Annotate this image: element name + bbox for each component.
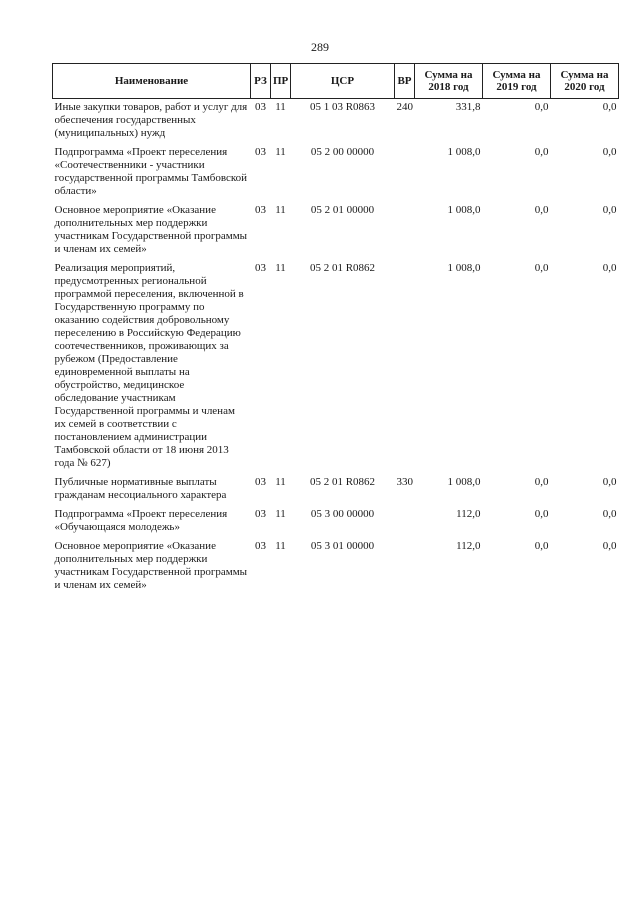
row-sum-2020: 0,0 [602,146,617,158]
row-sum-2018: 1 008,0 [447,146,481,158]
row-sum-2018: 1 008,0 [447,262,481,274]
row-sum-2019: 0,0 [534,101,549,113]
page-number: 289 [311,40,329,54]
row-sum-2020: 0,0 [602,101,617,113]
table-header-row [53,64,619,99]
row-sum-2020: 0,0 [602,508,617,520]
row-csr: 05 2 01 00000 [310,204,375,216]
row-vr: 240 [396,101,413,113]
row-pr: 11 [275,204,286,216]
row-pr: 11 [275,146,286,158]
row-rz: 03 [255,101,266,113]
row-pr: 11 [275,508,286,520]
row-sum-2019: 0,0 [534,476,549,488]
table-row [53,508,619,540]
row-sum-2018: 1 008,0 [447,476,481,488]
row-name: Подпрограмма «Проект переселения «Обучающаяся молодежь» [54,508,228,533]
row-name: Основное мероприятие «Оказание дополнительных мер поддержки участникам Государственной программы и членам их семей» [54,540,248,591]
header-csr: ЦСР [291,64,395,99]
row-sum-2018: 112,0 [456,540,481,552]
row-csr: 05 2 01 R0862 [309,476,376,488]
header-sum-2020: Сумма на 2020 год [551,64,619,99]
row-vr: 330 [396,476,413,488]
row-vr [395,262,415,476]
header-name: Наименование [53,64,251,99]
header-rz: РЗ [251,64,271,99]
header-pr: ПР [271,64,291,99]
header-vr: ВР [395,64,415,99]
row-csr: 05 1 03 R0863 [309,101,376,113]
row-sum-2020: 0,0 [602,204,617,216]
row-vr [395,204,415,262]
row-sum-2018: 1 008,0 [447,204,481,216]
row-sum-2019: 0,0 [534,204,549,216]
budget-table [52,63,619,598]
row-sum-2018: 112,0 [456,508,481,520]
row-sum-2020: 0,0 [602,262,617,274]
table-row [53,204,619,262]
row-csr: 05 3 01 00000 [310,540,375,552]
row-rz: 03 [255,146,266,158]
table-row [53,146,619,204]
row-rz: 03 [255,540,266,552]
row-name: Подпрограмма «Проект переселения «Соотечественники - участники государственной программы Тамбовской области» [54,146,248,197]
row-sum-2020: 0,0 [602,476,617,488]
row-rz: 03 [255,262,266,274]
row-sum-2019: 0,0 [534,262,549,274]
table-row [53,476,619,508]
row-sum-2020: 0,0 [602,540,617,552]
row-name: Иные закупки товаров, работ и услуг для обеспечения государственных (муниципальных) нужд [54,101,248,139]
row-vr [395,540,415,598]
row-pr: 11 [275,101,286,113]
row-sum-2019: 0,0 [534,508,549,520]
row-name: Публичные нормативные выплаты гражданам несоциального характера [54,476,227,501]
table-row [53,99,619,147]
row-csr: 05 2 00 00000 [310,146,375,158]
row-pr: 11 [275,262,286,274]
row-rz: 03 [255,508,266,520]
header-sum-2019: Сумма на 2019 год [483,64,551,99]
row-csr: 05 3 00 00000 [310,508,375,520]
row-csr: 05 2 01 R0862 [309,262,376,274]
table-row [53,540,619,598]
row-vr [395,146,415,204]
table-row [53,262,619,476]
row-sum-2018: 331,8 [455,101,481,113]
row-rz: 03 [255,204,266,216]
row-pr: 11 [275,476,286,488]
row-pr: 11 [275,540,286,552]
row-name: Основное мероприятие «Оказание дополнительных мер поддержки участникам Государственной программы и членам их семей» [54,204,248,255]
row-vr [395,508,415,540]
row-rz: 03 [255,476,266,488]
row-sum-2019: 0,0 [534,540,549,552]
row-name: Реализация мероприятий, предусмотренных региональной программой переселения, включенной в Государственную программу по оказанию содействия добровольному переселению в Российскую Федерацию соотечественников, проживающих за рубежом (Предоставление единовременной выплаты на обустройство, медицинское обследование участникам Государственной программы и членам их семей в соответствии с постановлением администрации Тамбовской области от 18 июня 2013 года № 627) [54,262,244,469]
row-sum-2019: 0,0 [534,146,549,158]
header-sum-2018: Сумма на 2018 год [415,64,483,99]
